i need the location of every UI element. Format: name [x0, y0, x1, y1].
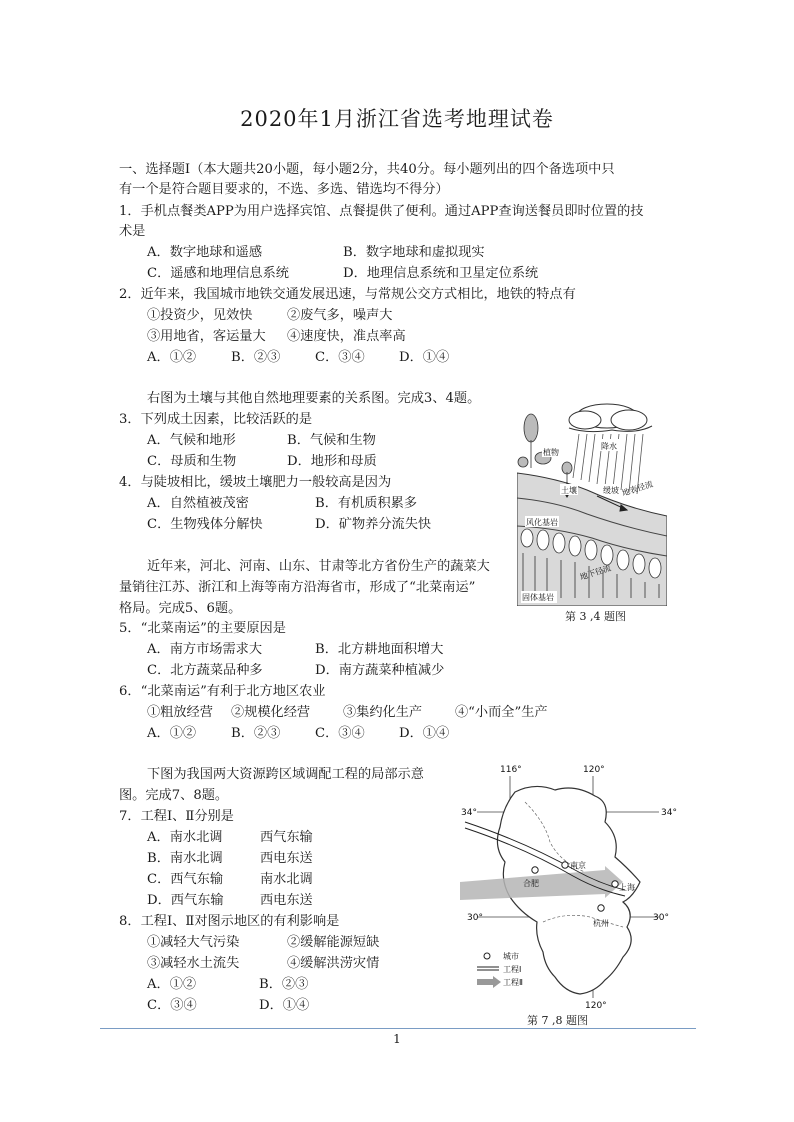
- q6-stem: 6．“北菜南运”有利于北方地区农业: [119, 684, 326, 699]
- label-lon120-top: 120°: [583, 765, 605, 775]
- q5-option-c: C．北方蔬菜品种多: [147, 663, 263, 678]
- q8-stem: 8．工程Ⅰ、Ⅱ对图示地区的有利影响是: [119, 914, 340, 929]
- q6-option-b: B．②③: [231, 726, 281, 741]
- q2-option-d: D．①④: [399, 350, 450, 365]
- q4-option-b: B．有机质积累多: [315, 496, 418, 511]
- label-groundwater: 地下径流: [578, 563, 613, 582]
- q8-option-a: A．①②: [147, 977, 197, 992]
- q6-item-3: ③集约化生产: [343, 705, 423, 720]
- legend-project-2-icon: [477, 976, 501, 988]
- q56-intro-line1: 近年来，河北、河南、山东、甘肃等北方省份生产的蔬菜大: [147, 559, 490, 574]
- q6-option-c: C．③④: [315, 726, 365, 741]
- q5-option-a: A．南方市场需求大: [147, 642, 263, 657]
- q4-option-c: C．生物残体分解快: [147, 517, 263, 532]
- q4-option-a: A．自然植被茂密: [147, 496, 249, 511]
- label-soil: 土壤: [561, 486, 577, 495]
- label-gentle-slope: 缓坡: [603, 486, 619, 495]
- q1-option-a: A．数字地球和遥感: [147, 245, 263, 260]
- page-title: 2020年1月浙江省选考地理试卷: [240, 107, 554, 131]
- q8-option-c: C．③④: [147, 998, 197, 1013]
- label-weathered-rock: 风化基岩: [526, 518, 558, 527]
- q1-stem-line2: 术是: [119, 224, 146, 239]
- label-hefei: 合肥: [523, 879, 539, 888]
- q8-item-1: ①减轻大气污染: [147, 935, 240, 950]
- q8-item-4: ④缓解洪涝灾情: [287, 956, 380, 971]
- q7-option-b-1: B．南水北调: [147, 851, 223, 866]
- soil-diagram-svg: [517, 398, 667, 606]
- label-shanghai: 上海: [619, 883, 635, 892]
- q2-option-c: C．③④: [315, 350, 365, 365]
- legend-project-1-label: 工程Ⅰ: [503, 965, 522, 974]
- q78-intro-line1: 下图为我国两大资源跨区域调配工程的局部示意: [147, 767, 424, 782]
- q1-option-c: C．遥感和地理信息系统: [147, 266, 289, 281]
- q8-item-3: ③减轻水土流失: [147, 956, 240, 971]
- q2-option-a: A．①②: [147, 350, 197, 365]
- q7-option-a-1: A．南水北调: [147, 830, 223, 845]
- q6-item-4: ④“小而全”生产: [455, 705, 548, 720]
- q7-option-b-2: 西电东送: [260, 851, 313, 866]
- figure34-caption: 第 3 ,4 题图: [565, 610, 626, 623]
- soil-relationship-figure: [517, 398, 667, 606]
- q7-option-d-2: 西电东送: [260, 893, 313, 908]
- q1-option-b: B．数字地球和虚拟现实: [343, 245, 485, 260]
- label-lat34-left: 34°: [461, 808, 477, 818]
- q3-option-d: D．地形和母质: [287, 454, 377, 469]
- label-lat30-right: 30°: [653, 913, 669, 923]
- q6-item-2: ②规模化经营: [231, 705, 311, 720]
- q6-option-d: D．①④: [399, 726, 450, 741]
- page-number: 1: [393, 1032, 401, 1046]
- label-bedrock: 固体基岩: [522, 593, 554, 602]
- q78-intro-line2: 图。完成7、8题。: [119, 788, 229, 803]
- legend-city-label: 城市: [503, 952, 519, 961]
- q7-option-c-1: C．西气东输: [147, 872, 224, 887]
- label-lon120-bottom: 120°: [585, 1001, 607, 1011]
- map-svg: [455, 762, 685, 1012]
- q2-stem: 2．近年来，我国城市地铁交通发展迅速，与常规公交方式相比，地铁的特点有: [119, 287, 576, 302]
- q2-option-b: B．②③: [231, 350, 281, 365]
- city-nanjing-marker: [562, 862, 568, 868]
- q5-option-d: D．南方蔬菜种植减少: [315, 663, 445, 678]
- city-shanghai-marker: [612, 881, 618, 887]
- q3-option-b: B．气候和生物: [287, 433, 376, 448]
- q6-item-1: ①粗放经营: [147, 705, 213, 720]
- label-lat34-right: 34°: [661, 808, 677, 818]
- label-runoff: 地表径流: [620, 479, 655, 498]
- label-hangzhou: 杭州: [593, 919, 609, 928]
- figure78-caption: 第 7 ,8 题图: [527, 1014, 588, 1027]
- cloud-icon: [569, 404, 652, 432]
- legend-city-icon: [484, 953, 490, 959]
- q4-stem: 4．与陡坡相比，缓坡土壤肥力一般较高是因为: [119, 475, 392, 490]
- label-nanjing: 南京: [570, 861, 586, 870]
- q7-option-a-2: 西气东输: [260, 830, 313, 845]
- section-header-line2: 有一个是符合题目要求的，不选、多选、错选均不得分）: [119, 182, 449, 197]
- q5-option-b: B．北方耕地面积增大: [315, 642, 444, 657]
- q1-stem-line1: 1．手机点餐类APP为用户选择宾馆、点餐提供了便利。通过APP查询送餐员即时位置的技: [119, 204, 644, 219]
- q8-option-b: B．②③: [259, 977, 309, 992]
- q56-intro-line3: 格局。完成5、6题。: [119, 601, 242, 616]
- section-header-line1: 一、选择题Ⅰ（本大题共20小题，每小题2分，共40分。每小题列出的四个备选项中只: [119, 162, 615, 177]
- label-rain: 降水: [601, 442, 617, 451]
- q7-option-d-1: D．西气东输: [147, 893, 224, 908]
- q34-intro: 右图为土壤与其他自然地理要素的关系图。完成3、4题。: [147, 391, 481, 406]
- legend-project-2-label: 工程Ⅱ: [503, 978, 523, 987]
- map-legend: [477, 951, 523, 988]
- q2-item-3: ③用地省，客运量大: [147, 329, 266, 344]
- q3-option-a: A．气候和地形: [147, 433, 236, 448]
- q8-option-d: D．①④: [259, 998, 310, 1013]
- q3-stem: 3．下列成土因素，比较活跃的是: [119, 412, 313, 427]
- q8-item-2: ②缓解能源短缺: [287, 935, 380, 950]
- city-hefei-marker: [532, 867, 538, 873]
- q6-option-a: A．①②: [147, 726, 197, 741]
- city-hangzhou-marker: [598, 905, 604, 911]
- q2-item-1: ①投资少，见效快: [147, 308, 253, 323]
- resource-transfer-map: [455, 762, 685, 1012]
- label-lat30-left: 30°: [467, 913, 483, 923]
- q5-stem: 5．“北菜南运”的主要原因是: [119, 621, 286, 636]
- q56-intro-line2: 量销往江苏、浙江和上海等南方沿海省市，形成了“北菜南运”: [119, 580, 476, 595]
- q7-option-c-2: 南水北调: [260, 872, 313, 887]
- q2-item-4: ④速度快，准点率高: [287, 329, 406, 344]
- q1-option-d: D．地理信息系统和卫星定位系统: [343, 266, 539, 281]
- label-lon116: 116°: [500, 765, 522, 775]
- q7-stem: 7．工程Ⅰ、Ⅱ分别是: [119, 809, 234, 824]
- footer-divider: [100, 1028, 696, 1029]
- q3-option-c: C．母质和生物: [147, 454, 237, 469]
- label-plants: 植物: [543, 448, 559, 457]
- q2-item-2: ②废气多，噪声大: [287, 308, 393, 323]
- q4-option-d: D．矿物养分流失快: [315, 517, 432, 532]
